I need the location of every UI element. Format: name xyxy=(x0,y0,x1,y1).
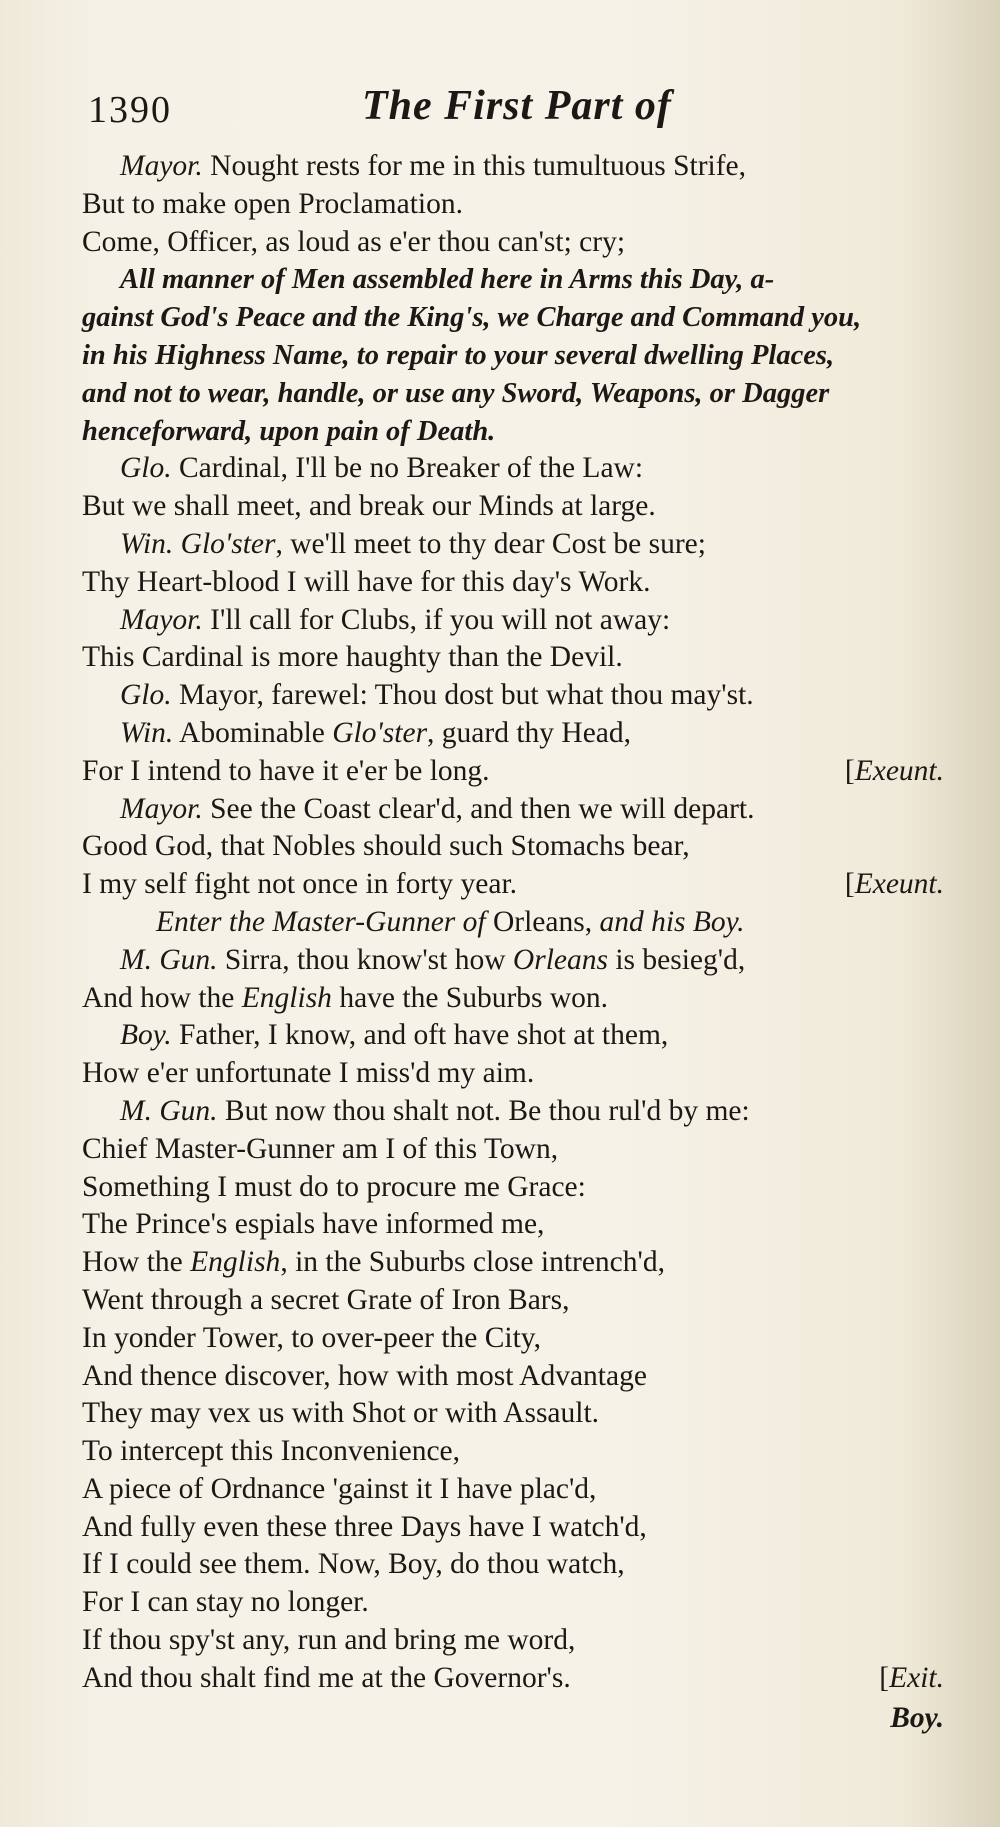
line-text: Went through a secret Grate of Iron Bars, xyxy=(82,1283,570,1316)
line-text: have the Suburbs won. xyxy=(331,981,609,1014)
line-text: is besieg'd, xyxy=(607,943,746,976)
proclamation-text: henceforward, upon pain of Death. xyxy=(82,415,496,447)
line-text: This Cardinal is more haughty than the Devil. xyxy=(82,641,623,674)
verse-line xyxy=(82,1395,944,1433)
speaker-name: Boy. xyxy=(120,1019,172,1052)
proclamation-line xyxy=(82,261,944,299)
verse-line xyxy=(82,1358,944,1396)
page-number: 1390 xyxy=(88,89,172,131)
line-text: Good God, that Nobles should such Stomachs bear, xyxy=(82,830,690,863)
catchword: Boy. xyxy=(890,1701,944,1734)
verse-line xyxy=(82,942,944,980)
proclamation-line xyxy=(82,413,944,451)
line-text: For I can stay no longer. xyxy=(82,1586,369,1619)
line-text: How the xyxy=(82,1246,191,1279)
speaker-name: M. Gun. xyxy=(120,1094,218,1127)
proclamation-line xyxy=(82,375,944,413)
proper-name: English xyxy=(241,981,332,1014)
line-text: , we'll meet to thy dear Cost be sure; xyxy=(275,527,706,560)
speaker-name: M. Gun. xyxy=(120,943,218,976)
place-name: Orleans, xyxy=(492,905,593,938)
line-text: Something I must do to procure me Grace: xyxy=(82,1170,586,1203)
line-text: But now thou shalt not. Be thou rul'd by me: xyxy=(217,1094,750,1127)
stage-direction-text: and his Boy. xyxy=(592,905,745,938)
line-text: But to make open Proclamation. xyxy=(82,187,463,220)
speaker-name: Mayor. xyxy=(120,792,203,825)
line-text: Chief Master-Gunner am I of this Town, xyxy=(82,1132,559,1165)
verse-line xyxy=(82,715,944,753)
line-text: And fully even these three Days have I watch'd, xyxy=(82,1510,647,1543)
proper-name: Glo'ster xyxy=(180,527,276,560)
verse-line xyxy=(82,1622,944,1660)
bracket-glyph: [ xyxy=(844,754,855,787)
exit-direction xyxy=(879,1660,944,1698)
page-header xyxy=(80,78,940,138)
verse-line xyxy=(82,1282,944,1320)
exit-text: Exeunt. xyxy=(854,868,944,901)
bracket-glyph: [ xyxy=(879,1661,890,1694)
exit-direction xyxy=(845,753,944,791)
proclamation-line xyxy=(82,337,944,375)
verse-line xyxy=(82,791,944,829)
proclamation-text: and not to wear, handle, or use any Sword, Weapons, or Dagger xyxy=(82,377,830,409)
line-text: And thou shalt find me at the Governor's. xyxy=(82,1661,571,1694)
verse-line xyxy=(82,186,944,224)
verse-line xyxy=(82,1433,944,1471)
verse-line xyxy=(82,450,944,488)
verse-line xyxy=(82,753,944,791)
play-text xyxy=(82,148,944,1738)
line-text: Cardinal, I'll be no Breaker of the Law: xyxy=(171,452,644,485)
verse-line xyxy=(82,1169,944,1207)
line-text: They may vex us with Shot or with Assault. xyxy=(82,1397,600,1430)
line-text: Thy Heart-blood I will have for this day's Work. xyxy=(82,565,651,598)
speaker-name: Mayor. xyxy=(120,603,203,636)
exit-text: Exit. xyxy=(889,1661,944,1694)
verse-line xyxy=(82,488,944,526)
proper-name: English xyxy=(190,1246,281,1279)
stage-direction-text: Enter the Master-Gunner of xyxy=(156,905,493,938)
verse-line xyxy=(82,602,944,640)
speaker-name: Glo. xyxy=(120,452,172,485)
running-title: The First Part of xyxy=(362,83,672,129)
verse-line xyxy=(82,148,944,186)
verse-line xyxy=(82,980,944,1018)
verse-line xyxy=(82,1320,944,1358)
proper-name: Orleans xyxy=(512,943,608,976)
proclamation-text: in his Highness Name, to repair to your several dwelling Places, xyxy=(82,339,835,371)
stage-direction xyxy=(82,904,944,942)
line-text: To intercept this Inconvenience, xyxy=(82,1435,461,1468)
line-text: Mayor, farewel: Thou dost but what thou may'st. xyxy=(171,679,754,712)
verse-line xyxy=(82,1471,944,1509)
line-text: For I intend to have it e'er be long. xyxy=(82,754,490,787)
verse-line xyxy=(82,1660,944,1698)
speaker-name: Win. xyxy=(120,716,174,749)
speaker-name: Glo. xyxy=(120,679,172,712)
verse-line xyxy=(82,1509,944,1547)
verse-line xyxy=(82,1017,944,1055)
verse-line xyxy=(82,1131,944,1169)
bracket-glyph: [ xyxy=(844,868,855,901)
verse-line xyxy=(82,1093,944,1131)
line-text: But we shall meet, and break our Minds at large. xyxy=(82,490,656,523)
speaker-name: Mayor. xyxy=(120,150,203,182)
verse-line xyxy=(82,639,944,677)
verse-line xyxy=(82,1206,944,1244)
line-text: How e'er unfortunate I miss'd my aim. xyxy=(82,1057,535,1090)
line-text: The Prince's espials have informed me, xyxy=(82,1208,545,1241)
line-text: And how the xyxy=(82,981,242,1014)
line-text: If thou spy'st any, run and bring me word, xyxy=(82,1624,576,1657)
verse-line xyxy=(82,677,944,715)
exit-direction xyxy=(845,866,944,904)
line-text: Sirra, thou know'st how xyxy=(217,943,513,976)
verse-line xyxy=(82,526,944,564)
line-text: And thence discover, how with most Advantage xyxy=(82,1359,647,1392)
verse-line xyxy=(82,828,944,866)
line-text: , in the Suburbs close intrench'd, xyxy=(280,1246,665,1279)
catchword-line xyxy=(82,1698,944,1738)
line-text: See the Coast clear'd, and then we will depart. xyxy=(202,792,755,825)
verse-line xyxy=(82,1244,944,1282)
line-text: I'll call for Clubs, if you will not away: xyxy=(202,603,671,636)
verse-line xyxy=(82,866,944,904)
line-text: Come, Officer, as loud as e'er thou can'st; cry; xyxy=(82,225,626,258)
line-text: In yonder Tower, to over-peer the City, xyxy=(82,1321,542,1354)
verse-line xyxy=(82,1584,944,1622)
verse-line xyxy=(82,224,944,262)
line-text: Abominable xyxy=(173,716,333,749)
line-text: If I could see them. Now, Boy, do thou watch, xyxy=(82,1548,625,1581)
line-text: Father, I know, and oft have shot at them, xyxy=(171,1019,669,1052)
verse-line xyxy=(82,1546,944,1584)
speaker-name: Win. xyxy=(120,527,174,560)
line-text: A piece of Ordnance 'gainst it I have plac'd, xyxy=(82,1472,597,1505)
line-text: , guard thy Head, xyxy=(427,716,632,749)
line-text xyxy=(173,528,180,560)
line-text: I my self fight not once in forty year. xyxy=(82,868,518,901)
proclamation-text: All manner of Men assembled here in Arms this Day, a- xyxy=(120,264,775,296)
line-text: Nought rests for me in this tumultuous Strife, xyxy=(202,150,747,182)
proclamation-line xyxy=(82,299,944,337)
exit-text: Exeunt. xyxy=(854,754,944,787)
proclamation-text: gainst God's Peace and the King's, we Charge and Command you, xyxy=(82,302,862,334)
proper-name: Glo'ster xyxy=(332,716,428,749)
verse-line xyxy=(82,1055,944,1093)
verse-line xyxy=(82,564,944,602)
